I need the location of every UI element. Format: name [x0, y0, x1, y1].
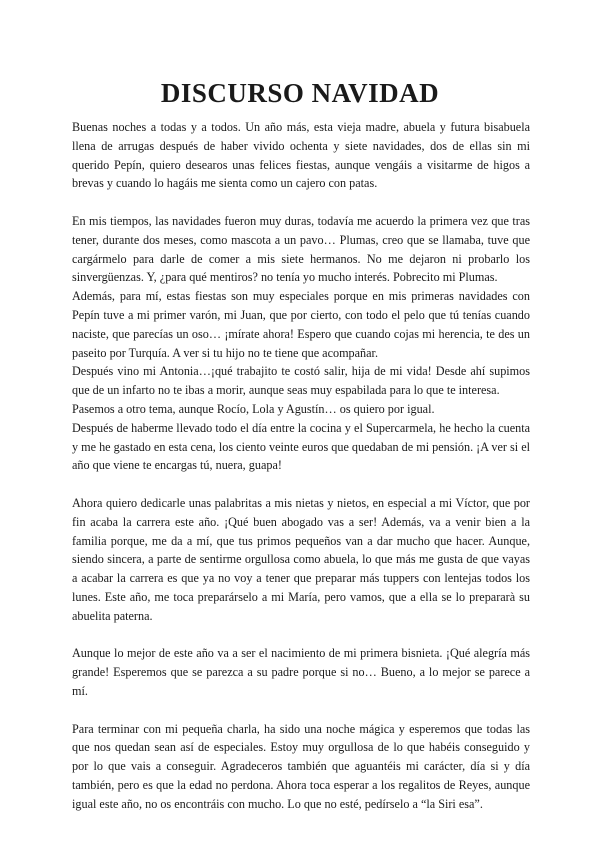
speech-body: [72, 118, 530, 813]
paragraph-antonia: Después vino mi Antonia…¡qué trabajito te costó salir, hija de mi vida! Desde ahí supimos que de un infarto no te ibas a morir, aunque seas muy espabilada para lo que te interesa.: [72, 364, 530, 398]
paragraph-spacer: [72, 193, 530, 212]
paragraph-other-children: Pasemos a otro tema, aunque Rocío, Lola y Agustín… os quiero por igual.: [72, 401, 435, 416]
paragraph-great-granddaughter: Aunque lo mejor de este año va a ser el nacimiento de mi primera bisnieta. ¡Qué alegría más grande! Esperemos que se parezca a su padre porque si no… Bueno, a lo mejor se parece a mí.: [72, 646, 530, 698]
paragraph-closing: Para terminar con mi pequeña charla, ha sido una noche mágica y esperemos que todas las que nos quedan sean así de especiales. Estoy muy orgullosa de lo que habéis conseguido y por lo que vais a conseguir. Agradeceros también que aguantéis mi carácter, día si y día también, pero es que la edad no perdona. Ahora toca esperar a los regalitos de Reyes, aunque igual este año, no os encontráis con mucho. Lo que no esté, pedírselo a “la Siri esa”.: [72, 721, 530, 811]
paragraph-juan: Además, para mí, estas fiestas son muy especiales porque en mis primeras navidades con Pepín tuve a mi primer varón, mi Juan, que por cierto, con todo el pelo que tú tenías cuando naciste, que parecías un oso… ¡mírate ahora! Espero que cuando cojas mi herencia, te des un paseito por Turquía. A ver si tu hijo no te tiene que acompañar.: [72, 289, 530, 360]
paragraph-grandchildren: Ahora quiero dedicarle unas palabritas a mis nietas y nietos, en especial a mi Víctor, que por fin acaba la carrera este año. ¡Qué buen abogado vas a ser! Además, va a venir bien a la familia porque, me da a mí, que tus primos pequeños van a dar mucho que hacer. Aunque, siendo sincera, a parte de sentirme orgullosa como abuela, lo que más me gusta de que vayas a acabar la carrera es que ya no voy a tener que preparar más tuppers con lentejas todos los lunes. Este año, me toca preparárselo a mi María, pero vamos, que a ella se lo prepararà su abuelita paterna.: [72, 495, 530, 623]
page-title: DISCURSO NAVIDAD: [160, 78, 440, 108]
paragraph-spacer: [72, 701, 530, 720]
paragraph-spacer: [72, 626, 530, 645]
paragraph-spacer: [72, 475, 530, 494]
paragraph-dinner-cost: Después de haberme llevado todo el día entre la cocina y el Supercarmela, he hecho la cuenta y me he gastado en esta cena, los ciento veinte euros que quedaban de mi pensión. ¡A ver si el año que viene te encargas tú, nuera, guapa!: [72, 420, 530, 473]
paragraph-greeting: Buenas noches a todas y a todos. Un año más, esta vieja madre, abuela y futura bisabuela llena de arrugas después de haber vivido ochenta y siete navidades, dos de ellas sin mi querido Pepín, quiero desearos unas felices fiestas, aunque vengáis a visitarme de higos a brevas y cuando lo hagáis me sienta como un cajero con patas.: [72, 120, 530, 191]
paragraph-memories: En mis tiempos, las navidades fueron muy duras, todavía me acuerdo la primera vez que tras tener, durante dos meses, como mascota a un pavo… Plumas, creo que se llamaba, tuve que cargármelo para darle de comer a mis siete hermanos. No me dejaron ni probarlo los sinvergüenzas. Y, ¿para qué mentiros? no tenía yo mucho interés. Pobrecito mi Plumas.: [72, 213, 530, 285]
